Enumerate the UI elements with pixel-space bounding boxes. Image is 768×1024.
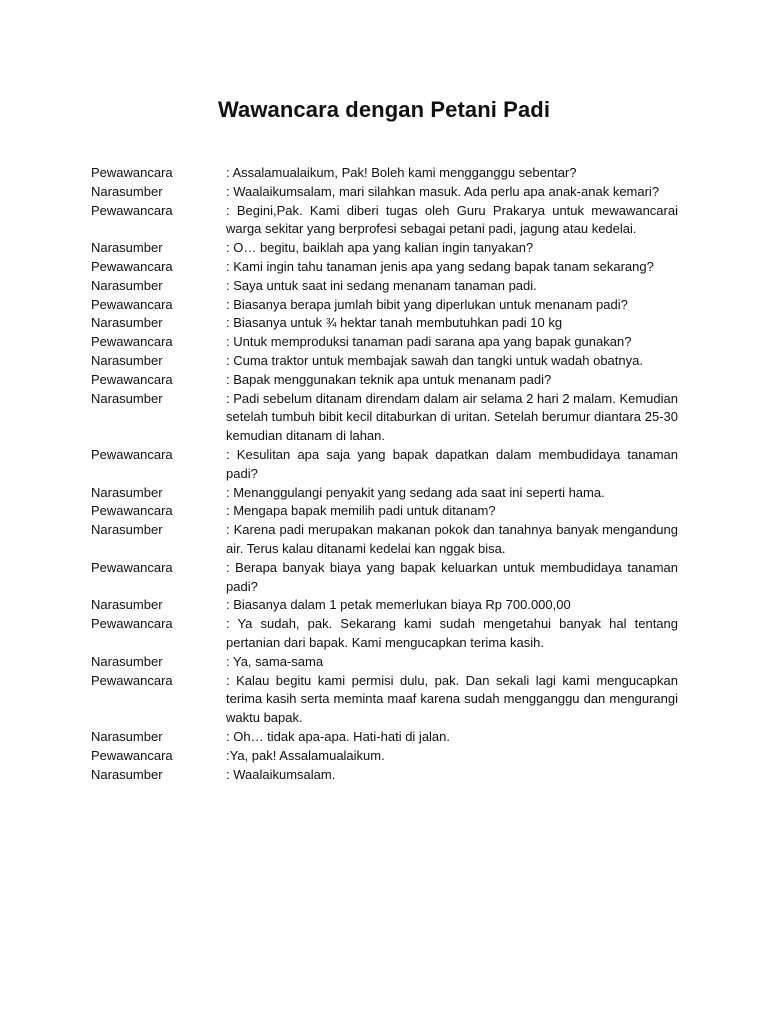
dialogue-row <box>91 202 678 240</box>
dialogue-row <box>91 728 678 747</box>
speaker-label: Narasumber <box>91 240 163 256</box>
dialogue-list <box>91 164 678 784</box>
speaker-label: Narasumber <box>91 653 163 669</box>
dialogue-row <box>91 164 678 183</box>
dialogue-text: : Ya sudah, pak. Sekarang kami sudah mengetahui banyak hal tentang pertanian dari bapak. Kami mengucapkan terima kasih. <box>226 616 678 650</box>
speaker-label: Pewawancara <box>91 202 173 218</box>
speaker-label: Narasumber <box>91 597 163 613</box>
dialogue-row <box>91 277 678 296</box>
dialogue-row <box>91 258 678 277</box>
speaker-label: Pewawancara <box>91 258 173 274</box>
dialogue-text: : Oh… tidak apa-apa. Hati-hati di jalan. <box>226 728 451 744</box>
dialogue-text: : Kalau begitu kami permisi dulu, pak. Dan sekali lagi kami mengucapkan terima kasih serta meminta maaf karena sudah mengganggu dan mengurangi waktu bapak. <box>226 672 678 726</box>
speaker-label: Narasumber <box>91 277 163 293</box>
dialogue-text: : Cuma traktor untuk membajak sawah dan tangki untuk wadah obatnya. <box>226 352 643 368</box>
dialogue-row <box>91 183 678 202</box>
dialogue-row <box>91 352 678 371</box>
dialogue-text: : Mengapa bapak memilih padi untuk ditanam? <box>226 503 496 519</box>
dialogue-text: : Padi sebelum ditanam direndam dalam air selama 2 hari 2 malam. Kemudian setelah tumbuh bibit kecil ditaburkan di uritan. Setelah berumur diantara 25-30 kemudian ditanam di lahan. <box>226 390 678 444</box>
speaker-label: Pewawancara <box>91 503 173 519</box>
dialogue-row <box>91 239 678 258</box>
dialogue-row <box>91 484 678 503</box>
speaker-label: Narasumber <box>91 728 163 744</box>
dialogue-row <box>91 766 678 785</box>
dialogue-text: : Menanggulangi penyakit yang sedang ada saat ini seperti hama. <box>226 484 605 500</box>
dialogue-text: : Untuk memproduksi tanaman padi sarana apa yang bapak gunakan? <box>226 334 632 350</box>
dialogue-text: : Kami ingin tahu tanaman jenis apa yang sedang bapak tanam sekarang? <box>226 258 654 274</box>
speaker-label: Narasumber <box>91 315 163 331</box>
dialogue-text: : Assalamualaikum, Pak! Boleh kami mengganggu sebentar? <box>226 165 577 180</box>
dialogue-row <box>91 653 678 672</box>
dialogue-text: : Biasanya berapa jumlah bibit yang diperlukan untuk menanam padi? <box>226 296 628 312</box>
speaker-label: Narasumber <box>91 484 163 500</box>
dialogue-row <box>91 615 678 653</box>
dialogue-text: : Bapak menggunakan teknik apa untuk menanam padi? <box>226 371 552 387</box>
dialogue-text: :Ya, pak! Assalamualaikum. <box>226 747 385 763</box>
dialogue-row <box>91 296 678 315</box>
speaker-label: Pewawancara <box>91 371 173 387</box>
speaker-label: Narasumber <box>91 522 163 538</box>
dialogue-text: : Saya untuk saat ini sedang menanam tanaman padi. <box>226 277 537 293</box>
speaker-label: Narasumber <box>91 766 163 782</box>
speaker-label: Pewawancara <box>91 747 173 763</box>
speaker-label: Narasumber <box>91 183 163 199</box>
dialogue-text: : Waalaikumsalam, mari silahkan masuk. Ada perlu apa anak-anak kemari? <box>226 183 660 199</box>
dialogue-text: : Biasanya untuk ¾ hektar tanah membutuhkan padi 10 kg <box>226 315 563 331</box>
speaker-label: Pewawancara <box>91 296 173 312</box>
dialogue-row <box>91 672 678 728</box>
speaker-label: Pewawancara <box>91 334 173 350</box>
speaker-label: Pewawancara <box>91 559 173 575</box>
dialogue-text: : Ya, sama-sama <box>226 653 324 669</box>
dialogue-row <box>91 502 678 521</box>
dialogue-row <box>91 314 678 333</box>
dialogue-text: : O… begitu, baiklah apa yang kalian ingin tanyakan? <box>226 240 534 256</box>
speaker-label: Pewawancara <box>91 616 173 632</box>
speaker-label: Narasumber <box>91 352 163 368</box>
dialogue-row <box>91 521 678 559</box>
dialogue-row <box>91 596 678 615</box>
dialogue-text: : Waalaikumsalam. <box>226 766 336 782</box>
dialogue-text: : Biasanya dalam 1 petak memerlukan biaya Rp 700.000,00 <box>226 597 571 613</box>
dialogue-row <box>91 446 678 484</box>
page-title: Wawancara dengan Petani Padi <box>217 97 551 122</box>
dialogue-row <box>91 371 678 390</box>
speaker-label: Pewawancara <box>91 672 173 688</box>
speaker-label: Pewawancara <box>91 165 173 180</box>
dialogue-text: : Karena padi merupakan makanan pokok dan tanahnya banyak mengandung air. Terus kalau ditanami kedelai kan nggak bisa. <box>226 522 678 556</box>
dialogue-row <box>91 559 678 597</box>
speaker-label: Pewawancara <box>91 446 173 462</box>
dialogue-text: : Begini,Pak. Kami diberi tugas oleh Guru Prakarya untuk mewawancarai warga sekitar yang berprofesi sebagai petani padi, jagung atau kedelai. <box>226 202 678 237</box>
dialogue-row <box>91 333 678 352</box>
dialogue-row <box>91 390 678 446</box>
dialogue-row <box>91 747 678 766</box>
dialogue-text: : Kesulitan apa saja yang bapak dapatkan dalam membudidaya tanaman padi? <box>226 446 678 481</box>
dialogue-text: : Berapa banyak biaya yang bapak keluarkan untuk membudidaya tanaman padi? <box>226 559 678 594</box>
speaker-label: Narasumber <box>91 390 163 406</box>
